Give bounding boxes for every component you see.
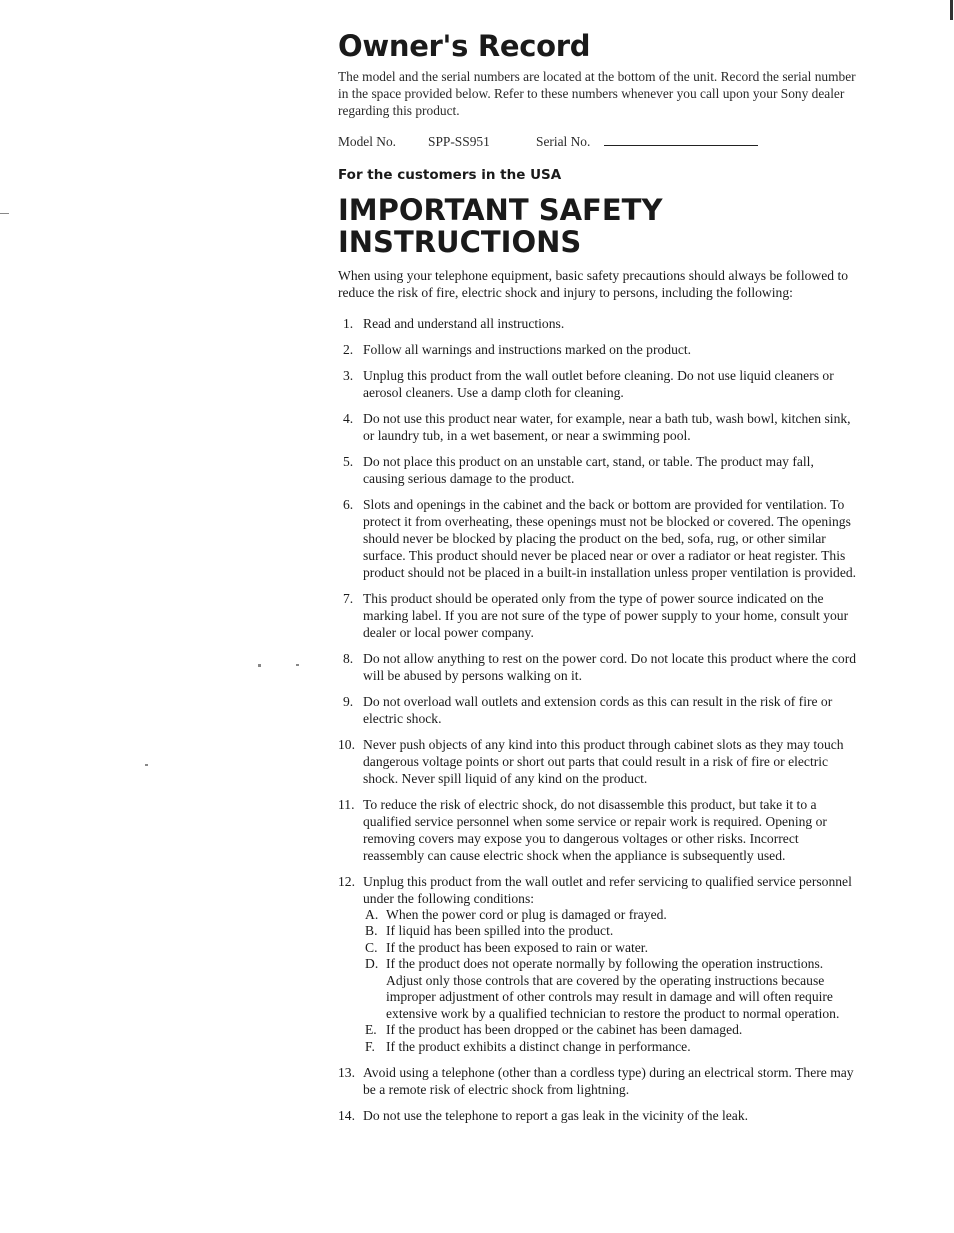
safety-item-text: Unplug this product from the wall outlet before cleaning. Do not use liquid cleaners or aerosol cleaners. Use a damp cloth for cleaning. (363, 367, 834, 400)
safety-item-number: 11. (338, 796, 355, 812)
condition-text: If liquid has been spilled into the product. (386, 923, 614, 939)
condition-item (363, 1039, 858, 1056)
model-value: SPP-SS951 (428, 134, 490, 149)
safety-item-number: 8. (343, 650, 354, 666)
condition-letter: B. (365, 923, 378, 939)
safety-item-text: This product should be operated only from the type of power source indicated on the marking label. If you are not sure of the type of power supply to your home, consult your dealer or local power company. (363, 590, 849, 640)
safety-item (338, 367, 858, 401)
scan-mark (296, 664, 299, 666)
condition-text: When the power cord or plug is damaged or frayed. (386, 906, 667, 922)
safety-item-text: Do not overload wall outlets and extension cords as this can result in the risk of fire or electric shock. (363, 693, 833, 726)
safety-item (338, 873, 858, 1056)
safety-item-number: 4. (343, 410, 354, 426)
safety-item-text: Do not use this product near water, for example, near a bath tub, wash bowl, kitchen sink, or laundry tub, in a wet basement, or near a swimming pool. (363, 410, 851, 443)
safety-item-text: Slots and openings in the cabinet and the back or bottom are provided for ventilation. To protect it from overheating, these openings must not be blocked or covered. The openings should never be blocked by placing the product on the bed, sofa, rug, or other similar surface. This product should never be placed near or over a radiator or heat register. This product should not be placed in a built-in installation unless proper ventilation is provided. (363, 496, 857, 580)
safety-item-number: 9. (343, 693, 354, 709)
safety-instructions-list (338, 315, 858, 1125)
safety-item-text: Do not allow anything to rest on the power cord. Do not locate this product where the cord will be abused by persons walking on it. (363, 650, 857, 683)
condition-list (363, 907, 858, 1056)
condition-text: If the product has been dropped or the cabinet has been damaged. (386, 1022, 743, 1038)
safety-item (338, 410, 858, 444)
safety-item-number: 14. (338, 1108, 355, 1124)
safety-intro: When using your telephone equipment, basic safety precautions should always be followed to reduce the risk of fire, electric shock and injury to persons, including the following: (338, 268, 849, 300)
safety-item-number: 12. (338, 873, 355, 889)
model-serial-row (338, 133, 858, 150)
safety-item (338, 453, 858, 487)
scan-mark (0, 213, 9, 214)
safety-item (338, 1107, 858, 1124)
safety-item-number: 10. (338, 736, 355, 752)
safety-item-number: 5. (343, 453, 354, 469)
safety-item (338, 693, 858, 727)
safety-item (338, 590, 858, 641)
safety-item-number: 13. (338, 1065, 355, 1081)
condition-text: If the product has been exposed to rain or water. (386, 939, 648, 955)
safety-item-text: Follow all warnings and instructions marked on the product. (363, 341, 692, 357)
safety-item-text: Read and understand all instructions. (363, 315, 565, 331)
condition-item (363, 940, 858, 957)
condition-letter: C. (365, 939, 378, 955)
scan-mark (950, 0, 953, 20)
safety-item (338, 496, 858, 581)
condition-item (363, 1022, 858, 1039)
owners-record-intro: The model and the serial numbers are located at the bottom of the unit. Record the serial number in the space provided below. Refer to these numbers whenever you call upon your Sony dealer regarding this product. (338, 69, 856, 118)
serial-number-blank (604, 133, 758, 146)
safety-item-number: 2. (343, 341, 354, 357)
usa-subheading: For the customers in the USA (338, 167, 562, 183)
safety-item-number: 7. (343, 590, 354, 606)
safety-item-text: Do not place this product on an unstable cart, stand, or table. The product may fall, causing serious damage to the product. (363, 453, 814, 486)
owners-record-title: Owner's Record (338, 29, 591, 63)
safety-title: IMPORTANT SAFETY INSTRUCTIONS (338, 193, 663, 259)
condition-letter: A. (365, 906, 379, 922)
safety-item-number: 3. (343, 367, 354, 383)
safety-item-text: To reduce the risk of electric shock, do not disassemble this product, but take it to a qualified service personnel when some service or repair work is required. Opening or removing covers may expose you to dangerous voltages or other risks. Incorrect reassembly can cause electric shock when the appliance is subsequently used. (363, 796, 827, 863)
safety-item-text: Do not use the telephone to report a gas leak in the vicinity of the leak. (363, 1108, 749, 1124)
condition-item (363, 956, 858, 1022)
condition-letter: D. (365, 956, 379, 972)
condition-text: If the product exhibits a distinct change in performance. (386, 1038, 691, 1054)
serial-label: Serial No. (536, 134, 591, 149)
scan-mark (145, 764, 148, 766)
condition-item (363, 907, 858, 924)
safety-item-text: Avoid using a telephone (other than a cordless type) during an electrical storm. There may be a remote risk of electric shock from lightning. (363, 1065, 854, 1098)
safety-item (338, 796, 858, 864)
safety-item (338, 1064, 858, 1098)
safety-item (338, 315, 858, 332)
model-label: Model No. (338, 134, 397, 149)
condition-text: If the product does not operate normally by following the operation instructions. Adjust only those controls that are covered by the operating instructions because improper adjustment of other controls may result in damage and will often require extensive work by a qualified technician to restore the product to normal operation. (386, 956, 840, 1021)
safety-item-number: 6. (343, 496, 354, 512)
safety-item-number: 1. (343, 315, 354, 331)
condition-item (363, 923, 858, 940)
safety-item (338, 650, 858, 684)
safety-item-text: Never push objects of any kind into this product through cabinet slots as they may touch dangerous voltage points or short out parts that could result in a risk of fire or electric shock. Never spill liquid of any kind on the product. (363, 736, 844, 786)
condition-letter: E. (365, 1022, 377, 1038)
scan-mark (258, 664, 261, 667)
safety-item-text: Unplug this product from the wall outlet and refer servicing to qualified service personnel under the following conditions: (363, 873, 852, 906)
safety-item (338, 736, 858, 787)
document-page (338, 28, 858, 1133)
condition-letter: F. (365, 1038, 375, 1054)
safety-item (338, 341, 858, 358)
